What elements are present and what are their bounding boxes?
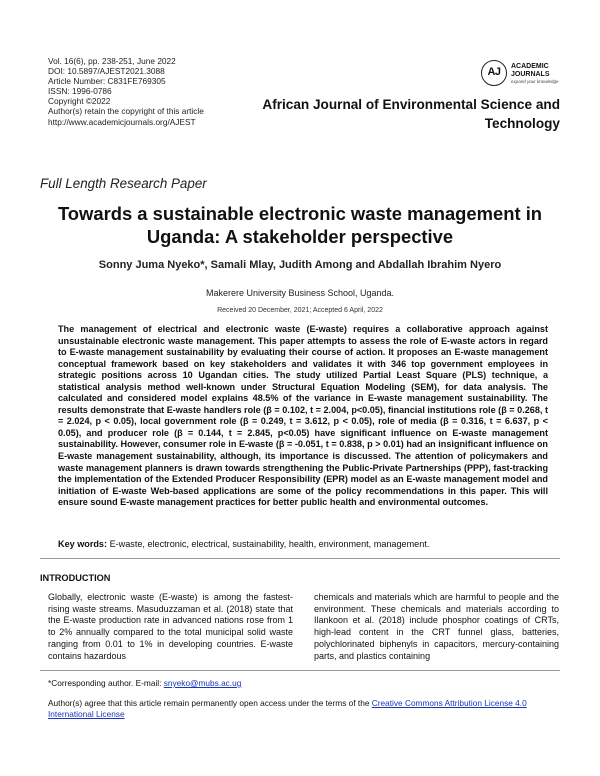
author-list: Sonny Juma Nyeko*, Samali Mlay, Judith Among and Abdallah Ibrahim Nyero — [98, 259, 502, 271]
logo-line-2: JOURNALS — [511, 70, 550, 78]
section-divider — [40, 558, 560, 559]
logo-wordmark — [511, 63, 550, 78]
paper-title — [40, 202, 560, 248]
paper-title-line-2: Uganda: A stakeholder perspective — [146, 226, 454, 247]
journal-name — [230, 95, 560, 133]
article-metadata — [48, 56, 204, 127]
copyright: Copyright ©2022 — [48, 96, 111, 107]
journal-name-line-2: Technology — [484, 116, 560, 131]
corresponding-author-label: *Corresponding author. E-mail: — [48, 678, 162, 688]
license-link[interactable]: Creative Commons Attribution License 4.0 International License — [48, 698, 527, 719]
doi: DOI: 10.5897/AJEST2021.3088 — [48, 66, 165, 77]
academic-journals-logo — [481, 58, 571, 90]
introduction-column-1: Globally, electronic waste (E-waste) is among the fastest-rising waste streams. Masuduzzaman et al. (2018) state that the E-waste production rate in advanced nations rose from 1 to 2% annually compared to the total municipal solid waste ranging from 0.01 to 1% in developing countries. E-waste contains hazardous — [48, 592, 293, 661]
copyright-note: Author(s) retain the copyright of this article — [48, 106, 204, 117]
logo-tagline: expand your knowledge — [511, 79, 559, 84]
article-number: Article Number: C831FE769305 — [48, 76, 166, 87]
abstract: The management of electrical and electronic waste (E-waste) requires a collaborative approach against unsustainable electronic waste management. This paper attempts to assess the role of E-waste actors in regard to E-waste management sustainability by evaluating their course of action. It proposes an E-waste management conceptual framework based on key stakeholders and validates it with 346 top government employees in strategic positions across 10 Ugandan cities. The study utilized Partial Least Square (PLS) technique, a statistical analysis method well-known under Structural Equation Modeling (SEM), for data analysis. The calculated and considered model explains 48.5% of the variance in E-waste management sustainability. The results demonstrate that E-waste handlers role (β = 0.102, t = 2.004, p<0.05), financial institutions role (β = 0.268, t = 2.024, p < 0.05), local government role (β = 0.249, t = 3.612, p < 0.05), role of media (β = 0.316, t = 6.637, p < 0.05), and producer role (β = 0.144, t = 2.845, p<0.05) have significant influence on E-waste management sustainability. However, consumer role in E-waste (β = -0.051, t = 0.838, p > 0.01) had an insignificant influence on E-waste management sustainability, although, its importance is discussed. The attention of policymakers and waste management planners is drawn towards strengthening the Public-Private Partnerships (PPP), fast-tracking the implementation of the Extended Producer Responsibility (EPR) model as an E-waste management model and initiation of E-waste Web-based applications are some of the policy recommendations in this paper. This will ensure sound E-waste management practices for better public health and environmental outcomes. — [58, 324, 548, 508]
introduction-column-2: chemicals and materials which are harmful to people and the environment. These chemicals and materials according to Ilankoon et al. (2018) include phosphor coatings of CRTs, high-lead content in the CRT funnel glass, batteries, polychlorinated biphenyls in capacitors, mercury-containing parts, and plastics containing — [314, 592, 559, 661]
paper-title-line-1: Towards a sustainable electronic waste management in — [57, 203, 543, 224]
keywords — [58, 539, 558, 549]
license-text: Author(s) agree that this article remain permanently open access under the terms of the — [48, 698, 370, 708]
affiliation: Makerere University Business School, Uganda. — [205, 288, 395, 298]
corresponding-email-link[interactable]: snyeko@mubs.ac.ug — [163, 678, 242, 688]
received-accepted-dates: Received 20 December, 2021; Accepted 6 April, 2022 — [217, 307, 383, 314]
journal-url[interactable]: http://www.academicjournals.org/AJEST — [48, 116, 196, 127]
logo-line-1: ACADEMIC — [511, 63, 549, 70]
license-note — [48, 698, 568, 720]
article-type: Full Length Research Paper — [40, 176, 207, 191]
aj-logo-icon: AJ — [481, 60, 507, 86]
issn: ISSN: 1996-0786 — [48, 86, 112, 97]
keywords-text: E-waste, electronic, electrical, sustainability, health, environment, management. — [109, 539, 430, 549]
section-heading-introduction: INTRODUCTION — [40, 573, 111, 583]
corresponding-author-note — [48, 678, 241, 688]
keywords-label: Key words: — [58, 539, 108, 549]
journal-name-line-1: African Journal of Environmental Science and — [262, 97, 560, 112]
footnote-divider — [40, 670, 560, 671]
volume-info: Vol. 16(6), pp. 238-251, June 2022 — [48, 56, 176, 66]
